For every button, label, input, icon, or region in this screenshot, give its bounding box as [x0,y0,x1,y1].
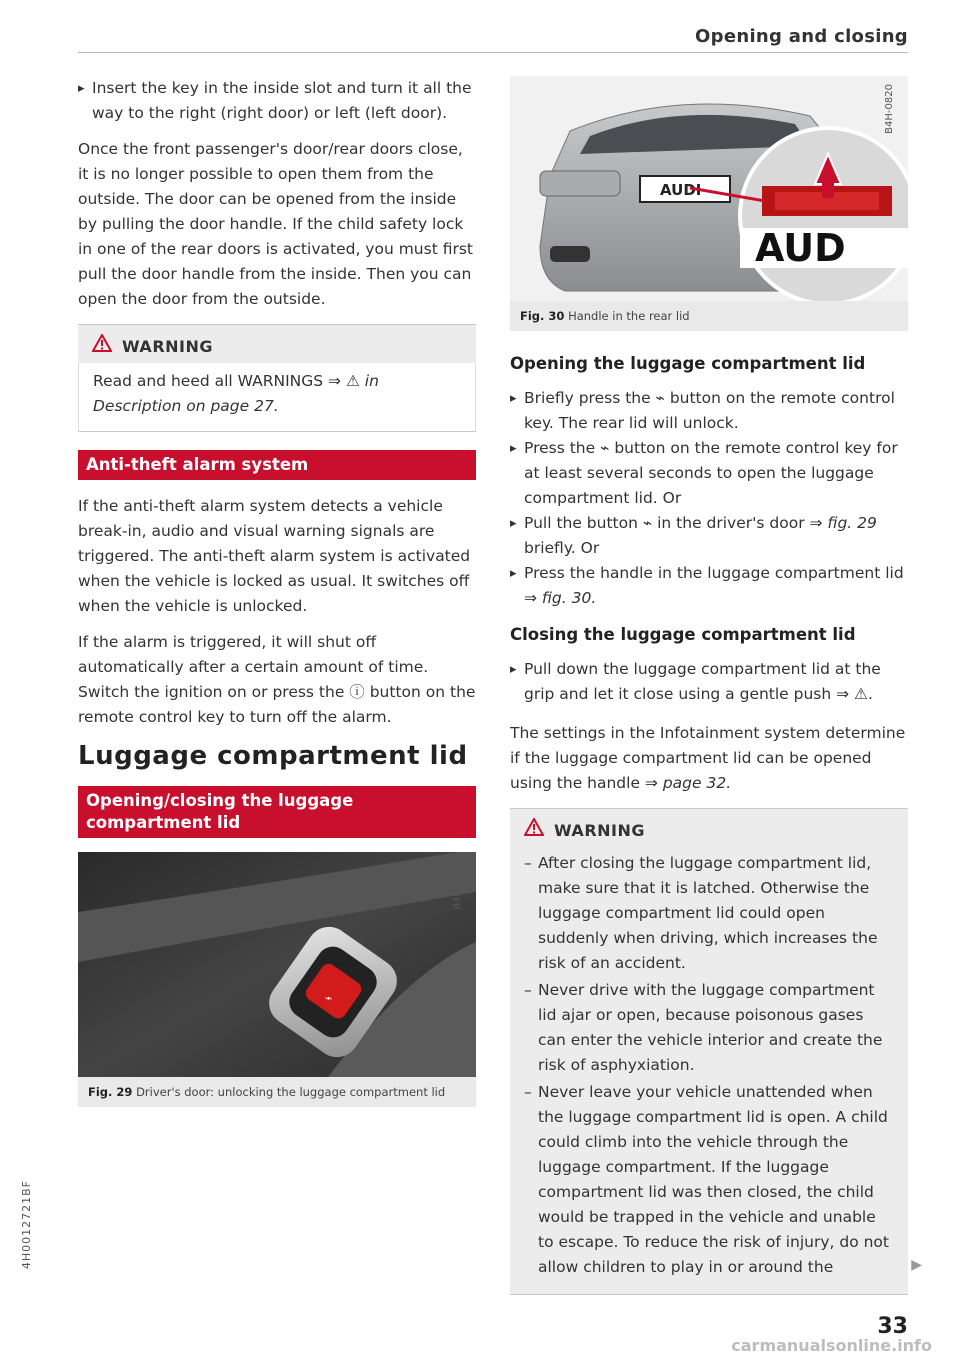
warning-triangle-icon [92,334,112,359]
rear-lid-illustration [510,76,908,301]
bullet-handle-text: Press the handle in the luggage compartment lid [524,564,904,582]
bullet-press-handle [510,561,908,611]
figure-29-image [78,852,476,1077]
warning-header-2 [510,809,908,847]
subheading-opening: Opening the luggage compartment lid [510,354,866,373]
figure-29-label: Fig. 29 [88,1085,133,1099]
watermark: carmanualsonline.info [731,1336,932,1355]
figure-30-image [510,76,908,301]
paragraph-alarm-off: If the alarm is triggered, it will shut off automatically after a certain amount of time. Switch the ignition on or press the ⓘ button on the remote control key to turn off the alarm. [78,633,476,726]
warning-title-2: WARNING [554,821,645,840]
figure-30 [510,76,908,331]
chapter-title: Luggage compartment lid [78,741,468,771]
warning-box-2 [510,808,908,1295]
bullet-pull-tail: briefly. Or [524,539,600,557]
paragraph-alarm-detect: If the anti-theft alarm system detects a vehicle break-in, audio and visual warning signals are triggered. The anti-theft alarm system is activated when the vehicle is locked as usual. It switches off when the vehicle is unlocked. [78,497,471,615]
warning-item: – Never leave your vehicle unattended when the luggage compartment lid is open. A child could climb into the vehicle through the luggage compartment. If the luggage compartment lid was then closed, the child would be trapped in the vehicle and unable to escape. To reduce the risk of injury, do not allow children to play in or around the [524,1080,894,1280]
figure-30-caption [510,301,908,331]
door-handle-illustration [78,852,476,1077]
car-badge-text: AUDI [660,181,702,199]
figure-30-label: Fig. 30 [520,309,565,323]
bullet-pull-down: ▸ Pull down the luggage compartment lid at the grip and let it close using a gentle push ⇒ ⚠. [510,657,908,707]
figure-29-caption-text: Driver's door: unlocking the luggage compartment lid [136,1085,446,1099]
warning-header [78,325,476,363]
warning-triangle-icon [524,818,544,843]
warning-box [78,324,476,432]
warning-text [78,363,476,431]
figure-29-caption [78,1077,476,1107]
bullet-pull-text: Pull the button ⌁ in the driver's door [524,514,810,532]
subheading-closing: Closing the luggage compartment lid [510,625,856,644]
warning-list [510,847,908,1294]
zoom-badge-text: AUD [755,226,846,270]
page32-crossref-link[interactable]: ⇒ page 32. [644,774,732,792]
figure-30-caption-text: Handle in the rear lid [568,309,690,323]
running-header: Opening and closing [695,26,908,47]
paragraph-infotainment [510,721,908,796]
left-column [78,76,476,1121]
svg-text:⌁: ⌁ [325,991,333,1005]
bullet-insert-key: ▸ Insert the key in the inside slot and turn it all the way to the right (right door) or left (left door). [78,76,476,126]
warning-item: – After closing the luggage compartment lid, make sure that it is latched. Otherwise the luggage compartment lid could open suddenly when driving, which increases the risk of an accident. [524,851,894,976]
paragraph-door-close: Once the front passenger's door/rear doors close, it is no longer possible to open them from the outside. The door can be opened from the inside by pulling the door handle. If the child safety lock in one of the rear doors is activated, you must first pull the door handle from the inside. Then you can open the door from the outside. [78,140,473,308]
bullet-briefly-press: ▸ Briefly press the ⌁ button on the remote control key. The rear lid will unlock. [510,386,908,436]
right-column [510,76,908,1313]
figure-30-code: B4H-0820 [884,84,895,134]
bullet-pull-button [510,511,908,561]
warning-item: – Never drive with the luggage compartment lid ajar or open, because poisonous gases can enter the vehicle interior and create the risk of asphyxiation. [524,978,894,1078]
fig29-crossref-link[interactable]: ⇒ fig. 29 [809,514,877,532]
page-number: 33 [877,1314,908,1339]
infotainment-text: The settings in the Infotainment system determine if the luggage compartment lid can be opened using the handle [510,724,906,792]
figure-29-code: B4H-0298 [452,860,463,910]
document-code: 4H0012721BF [20,1180,33,1270]
bullet-press-hold: ▸ Press the ⌁ button on the remote control key for at least several seconds to open the luggage compartment lid. Or [510,436,908,511]
section-heading-luggage: Opening/closing the luggage compartment lid [78,786,476,838]
warning-text-main: Read and heed all WARNINGS ⇒ ⚠ [93,372,365,390]
header-rule [78,52,908,53]
figure-29 [78,852,476,1107]
section-heading-anti-theft: Anti-theft alarm system [78,450,476,480]
continue-arrow-icon: ▶ [911,1257,922,1273]
fig30-crossref-link[interactable]: ⇒ fig. 30. [524,589,597,607]
warning-crossref-link[interactable]: in Description on page 27. [93,372,379,415]
warning-title: WARNING [122,337,213,356]
